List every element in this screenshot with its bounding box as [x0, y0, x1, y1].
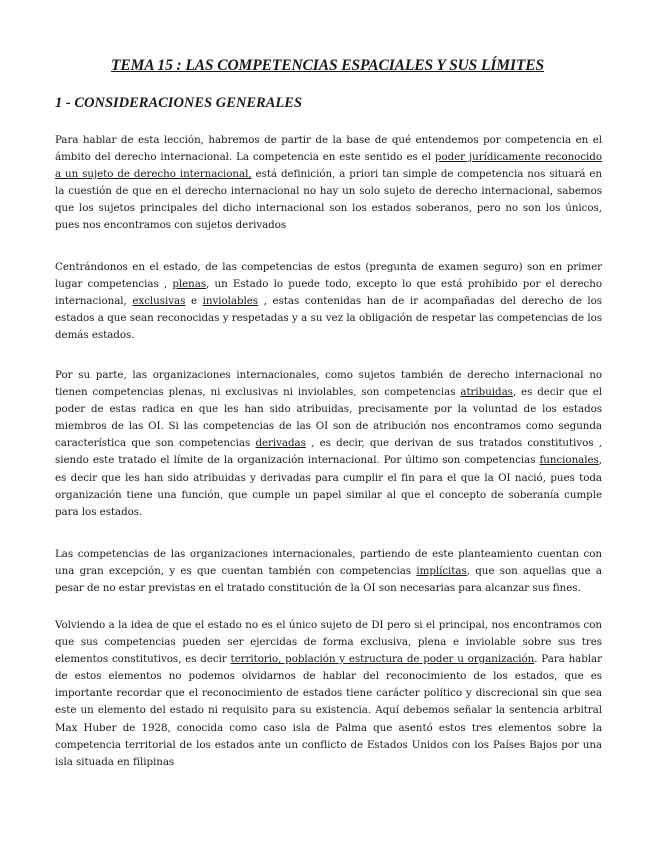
underlined-term: poder jurídicamente reconocido a un sujeto de derecho internacional,: [55, 151, 602, 181]
document-title: TEMA 15 : LAS COMPETENCIAS ESPACIALES Y SUS LÍMITES: [110, 57, 545, 74]
underlined-term: derivadas: [255, 437, 306, 450]
underlined-term: exclusivas: [132, 295, 186, 308]
paragraph-2: Centrándonos en el estado, de las competencias de estos (pregunta de examen seguro) son en primer lugar competencias , plenas, un Estado lo puede todo, excepto lo que está prohibido por el derecho internacional, exclusivas e inviolables , estas contenidas han de ir acompañadas del derecho de los estados a que sean reconocidas y respetadas y a su vez la obligación de respetar las competencias de los demás estados.: [55, 261, 602, 342]
underlined-term: plenas: [172, 278, 207, 291]
paragraph-1: Para hablar de esta lección, habremos de partir de la base de qué entendemos por competencia en el ámbito del derecho internacional. La competencia en este sentido es el poder jurídicamente reconocido a un sujeto de derecho internacional, está definición, a priori tan simple de competencia nos situará en la cuestión de que en el derecho internacional no hay un solo sujeto de derecho internacional, sabemos que los sujetos principales del dicho internacional son los estados soberanos, pero no son los únicos, pues nos encontramos con sujetos derivados: [55, 134, 603, 232]
underlined-term: territorio, población y estructura de poder u organización: [230, 653, 535, 666]
section-heading: 1 - CONSIDERACIONES GENERALES: [55, 95, 302, 111]
underlined-term: funcionales: [539, 454, 599, 467]
paragraph-5: Volviendo a la idea de que el estado no es el único sujeto de DI pero si el principal, nos encontramos con que sus competencias pueden ser ejercidas de forma exclusiva, plena e inviolable sobre sus tres elementos constitutivos, es decir territorio, población y estructura de poder u organización. Para hablar de estos elementos no podemos olvidarnos de hablar del reconocimiento de los estados, que es importante recordar que el reconocimiento de estados tiene carácter político y discrecional sin que sea este un elemento del estado ni requisito para su existencia. Aquí debemos señalar la sentencia arbitral Max Huber de 1928, conocida como caso isla de Palma que asentó estos tres elementos sobre la competencia territorial de los estados ante un conflicto de Estados Unidos con los Países Bajos por una isla situada en filipinas: [55, 619, 602, 768]
underlined-term: implícitas: [416, 565, 467, 578]
underlined-term: inviolables: [202, 295, 259, 308]
underlined-term: atribuidas: [460, 386, 513, 399]
paragraph-3: Por su parte, las organizaciones internacionales, como sujetos también de derecho internacional no tienen competencias plenas, ni exclusivas ni inviolables, son competencias atribuidas, es decir que el poder de estas radica en que les han sido atribuidas, precisamente por la voluntad de los estados miembros de las OI. Si las competencias de las OI son de atribución nos encontramos como segunda característica que son competencias derivadas , es decir, que derivan de sus tratados constitutivos , siendo este tratado el límite de la organización internacional. Por último son competencias funcionales, es decir que les han sido atribuidas y derivadas para cumplir el fin para el que la OI nació, pues toda organización tiene una función, que cumple un papel similar al que el concepto de soberanía cumple para los estados.: [55, 369, 603, 518]
paragraph-4: Las competencias de las organizaciones internacionales, partiendo de este planteamiento cuentan con una gran excepción, y es que cuentan también con competencias implícitas, que son aquellas que a pesar de no estar previstas en el tratado constitución de la OI son necesarias para alcanzar sus fines.: [55, 548, 602, 595]
